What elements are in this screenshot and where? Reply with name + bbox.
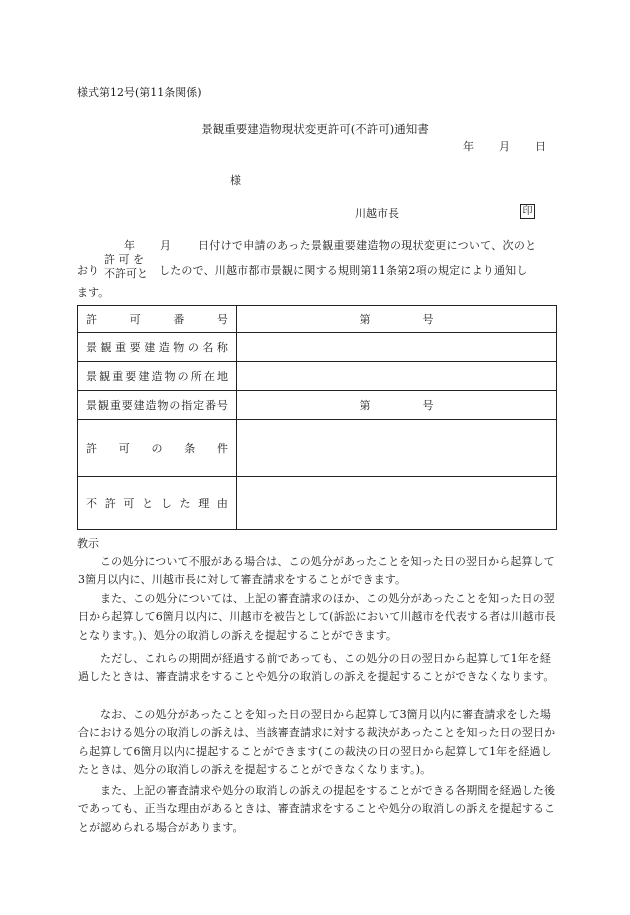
label-char: 物 xyxy=(173,341,185,354)
table-row xyxy=(78,477,557,530)
label-spread xyxy=(86,311,228,327)
label-char: 建 xyxy=(138,370,150,383)
label-char: 観 xyxy=(100,341,112,354)
intro-year: 年 xyxy=(124,239,135,252)
notice-paragraph-3: ただし、これらの期間が経過する前であっても、この処分の日の翌日から起算して1年を経過したときは、審査請求をすることや処分の取消しの訴えを提起することができなくなります。 xyxy=(78,652,555,684)
row-label xyxy=(78,306,237,333)
label-char: と xyxy=(142,497,154,510)
label-char: 許 xyxy=(86,313,97,326)
label-char: 条 xyxy=(184,442,196,455)
label-spread xyxy=(86,397,228,413)
date-year: 年 xyxy=(463,140,474,153)
date-month: 月 xyxy=(499,140,510,153)
label-char: 在 xyxy=(203,370,215,383)
label-char: 番 xyxy=(173,313,185,326)
label-char: 不 xyxy=(86,497,97,510)
label-char: 地 xyxy=(216,370,228,383)
building-name-field xyxy=(237,333,557,362)
label-char: 号 xyxy=(216,313,228,326)
table-row xyxy=(78,362,557,391)
issuer-name: 川越市長 xyxy=(355,207,399,220)
label-char: 可 xyxy=(129,313,141,326)
intro-lead: おり xyxy=(77,264,99,277)
label-char: 要 xyxy=(129,341,141,354)
intro-line3: ます。 xyxy=(77,286,110,299)
table-row xyxy=(78,333,557,362)
label-spread xyxy=(86,339,228,355)
notice-heading: 教示 xyxy=(77,537,99,550)
label-char: 可 xyxy=(123,497,135,510)
row-label xyxy=(78,362,237,391)
label-char: し xyxy=(160,497,172,510)
intro-month: 月 xyxy=(160,239,171,252)
notice-paragraph-1: この処分について不服がある場合は、この処分があったことを知った日の翌日から起算して3箇月以内に、川越市長に対して審査請求をすることができます。 xyxy=(78,555,555,587)
label-char: 造 xyxy=(151,370,163,383)
label-char: 観 xyxy=(97,399,109,412)
label-char: 件 xyxy=(217,442,228,455)
seal-stamp xyxy=(520,204,535,219)
label-char: 所 xyxy=(190,370,202,383)
designation-number-field xyxy=(237,391,557,420)
number-prefix: 第 xyxy=(359,313,371,326)
label-spread xyxy=(86,440,228,456)
label-char: 物 xyxy=(157,399,169,412)
choice-deny: 不許可と xyxy=(104,267,148,280)
row-label xyxy=(78,333,237,362)
label-char: 造 xyxy=(145,399,157,412)
label-char: の xyxy=(151,442,163,455)
label-char: 景 xyxy=(86,370,97,383)
label-char: 指 xyxy=(181,399,193,412)
permit-table xyxy=(77,305,557,530)
number-suffix: 号 xyxy=(422,313,434,326)
form-number: 様式第12号(第11条関係) xyxy=(77,86,202,99)
seal-label: 印 xyxy=(520,204,535,219)
building-location-field xyxy=(237,362,557,391)
row-label xyxy=(78,391,237,420)
label-char: 物 xyxy=(164,370,176,383)
row-label xyxy=(78,477,237,530)
label-char: た xyxy=(179,497,191,510)
label-char: 景 xyxy=(86,341,97,354)
number-prefix: 第 xyxy=(359,399,371,412)
denial-reason-field xyxy=(237,477,557,530)
label-char: 要 xyxy=(121,399,133,412)
label-char: 観 xyxy=(99,370,111,383)
label-char: 号 xyxy=(216,399,228,412)
label-char: 称 xyxy=(216,341,228,354)
label-char: 名 xyxy=(202,341,214,354)
notice-paragraph-5: また、上記の審査請求や処分の取消しの訴えの提起をすることができる各期間を経過した後であっても、正当な理由があるときは、審査請求をすることや処分の取消しの訴えを提起することが認められる場合があります。 xyxy=(78,784,556,834)
label-char: 重 xyxy=(115,341,127,354)
label-char: 重 xyxy=(109,399,121,412)
label-char: 造 xyxy=(158,341,170,354)
label-char: 建 xyxy=(144,341,156,354)
label-char: 要 xyxy=(125,370,137,383)
row-label xyxy=(78,420,237,477)
date-day: 日 xyxy=(535,140,546,153)
label-char: 重 xyxy=(112,370,124,383)
table-row xyxy=(78,420,557,477)
label-spread xyxy=(86,495,228,511)
label-char: 可 xyxy=(118,442,130,455)
notice-paragraph-4: なお、この処分があったことを知った日の翌日から起算して3箇月以内に審査請求をした場合における処分の取消しの訴えは、当該審査請求に対する裁決があったことを知った日の翌日から起算して6箇月以内に提起することができます(この裁決の日の翌日から起算して1年を経過したときは、処分の取消しの訴えを提起することができなくなります。)。 xyxy=(78,708,556,777)
label-char: 由 xyxy=(216,497,228,510)
permit-choice xyxy=(104,253,148,281)
label-char: 景 xyxy=(86,399,97,412)
addressee-suffix: 様 xyxy=(230,174,241,187)
permit-conditions-field xyxy=(237,420,557,477)
table-row xyxy=(78,306,557,333)
label-char: 建 xyxy=(133,399,145,412)
label-char: 理 xyxy=(198,497,210,510)
table-row xyxy=(78,391,557,420)
label-spread xyxy=(86,368,228,384)
intro-line2: したので、川越市都市景観に関する規則第11条第2項の規定により通知し xyxy=(159,264,528,277)
label-char: 定 xyxy=(193,399,205,412)
document-title: 景観重要建造物現状変更許可(不許可)通知書 xyxy=(201,122,429,136)
label-char: の xyxy=(177,370,189,383)
label-char: 許 xyxy=(104,497,116,510)
intro-line1: 日付けで申請のあった景観重要建造物の現状変更について、次のと xyxy=(198,239,537,252)
label-char: の xyxy=(169,399,181,412)
permit-number-field xyxy=(237,306,557,333)
number-suffix: 号 xyxy=(422,399,434,412)
choice-permit: 許 可 を xyxy=(104,253,144,266)
label-char: 番 xyxy=(205,399,217,412)
notice-paragraph-2: また、この処分については、上記の審査請求のほか、この処分があったことを知った日の翌日から起算して6箇月以内に、川越市を被告として(訴訟において川越市を代表する者は川越市長となります。)、処分の取消しの訴えを提起することができます。 xyxy=(78,592,556,642)
label-char: の xyxy=(187,341,199,354)
label-char: 許 xyxy=(86,442,97,455)
